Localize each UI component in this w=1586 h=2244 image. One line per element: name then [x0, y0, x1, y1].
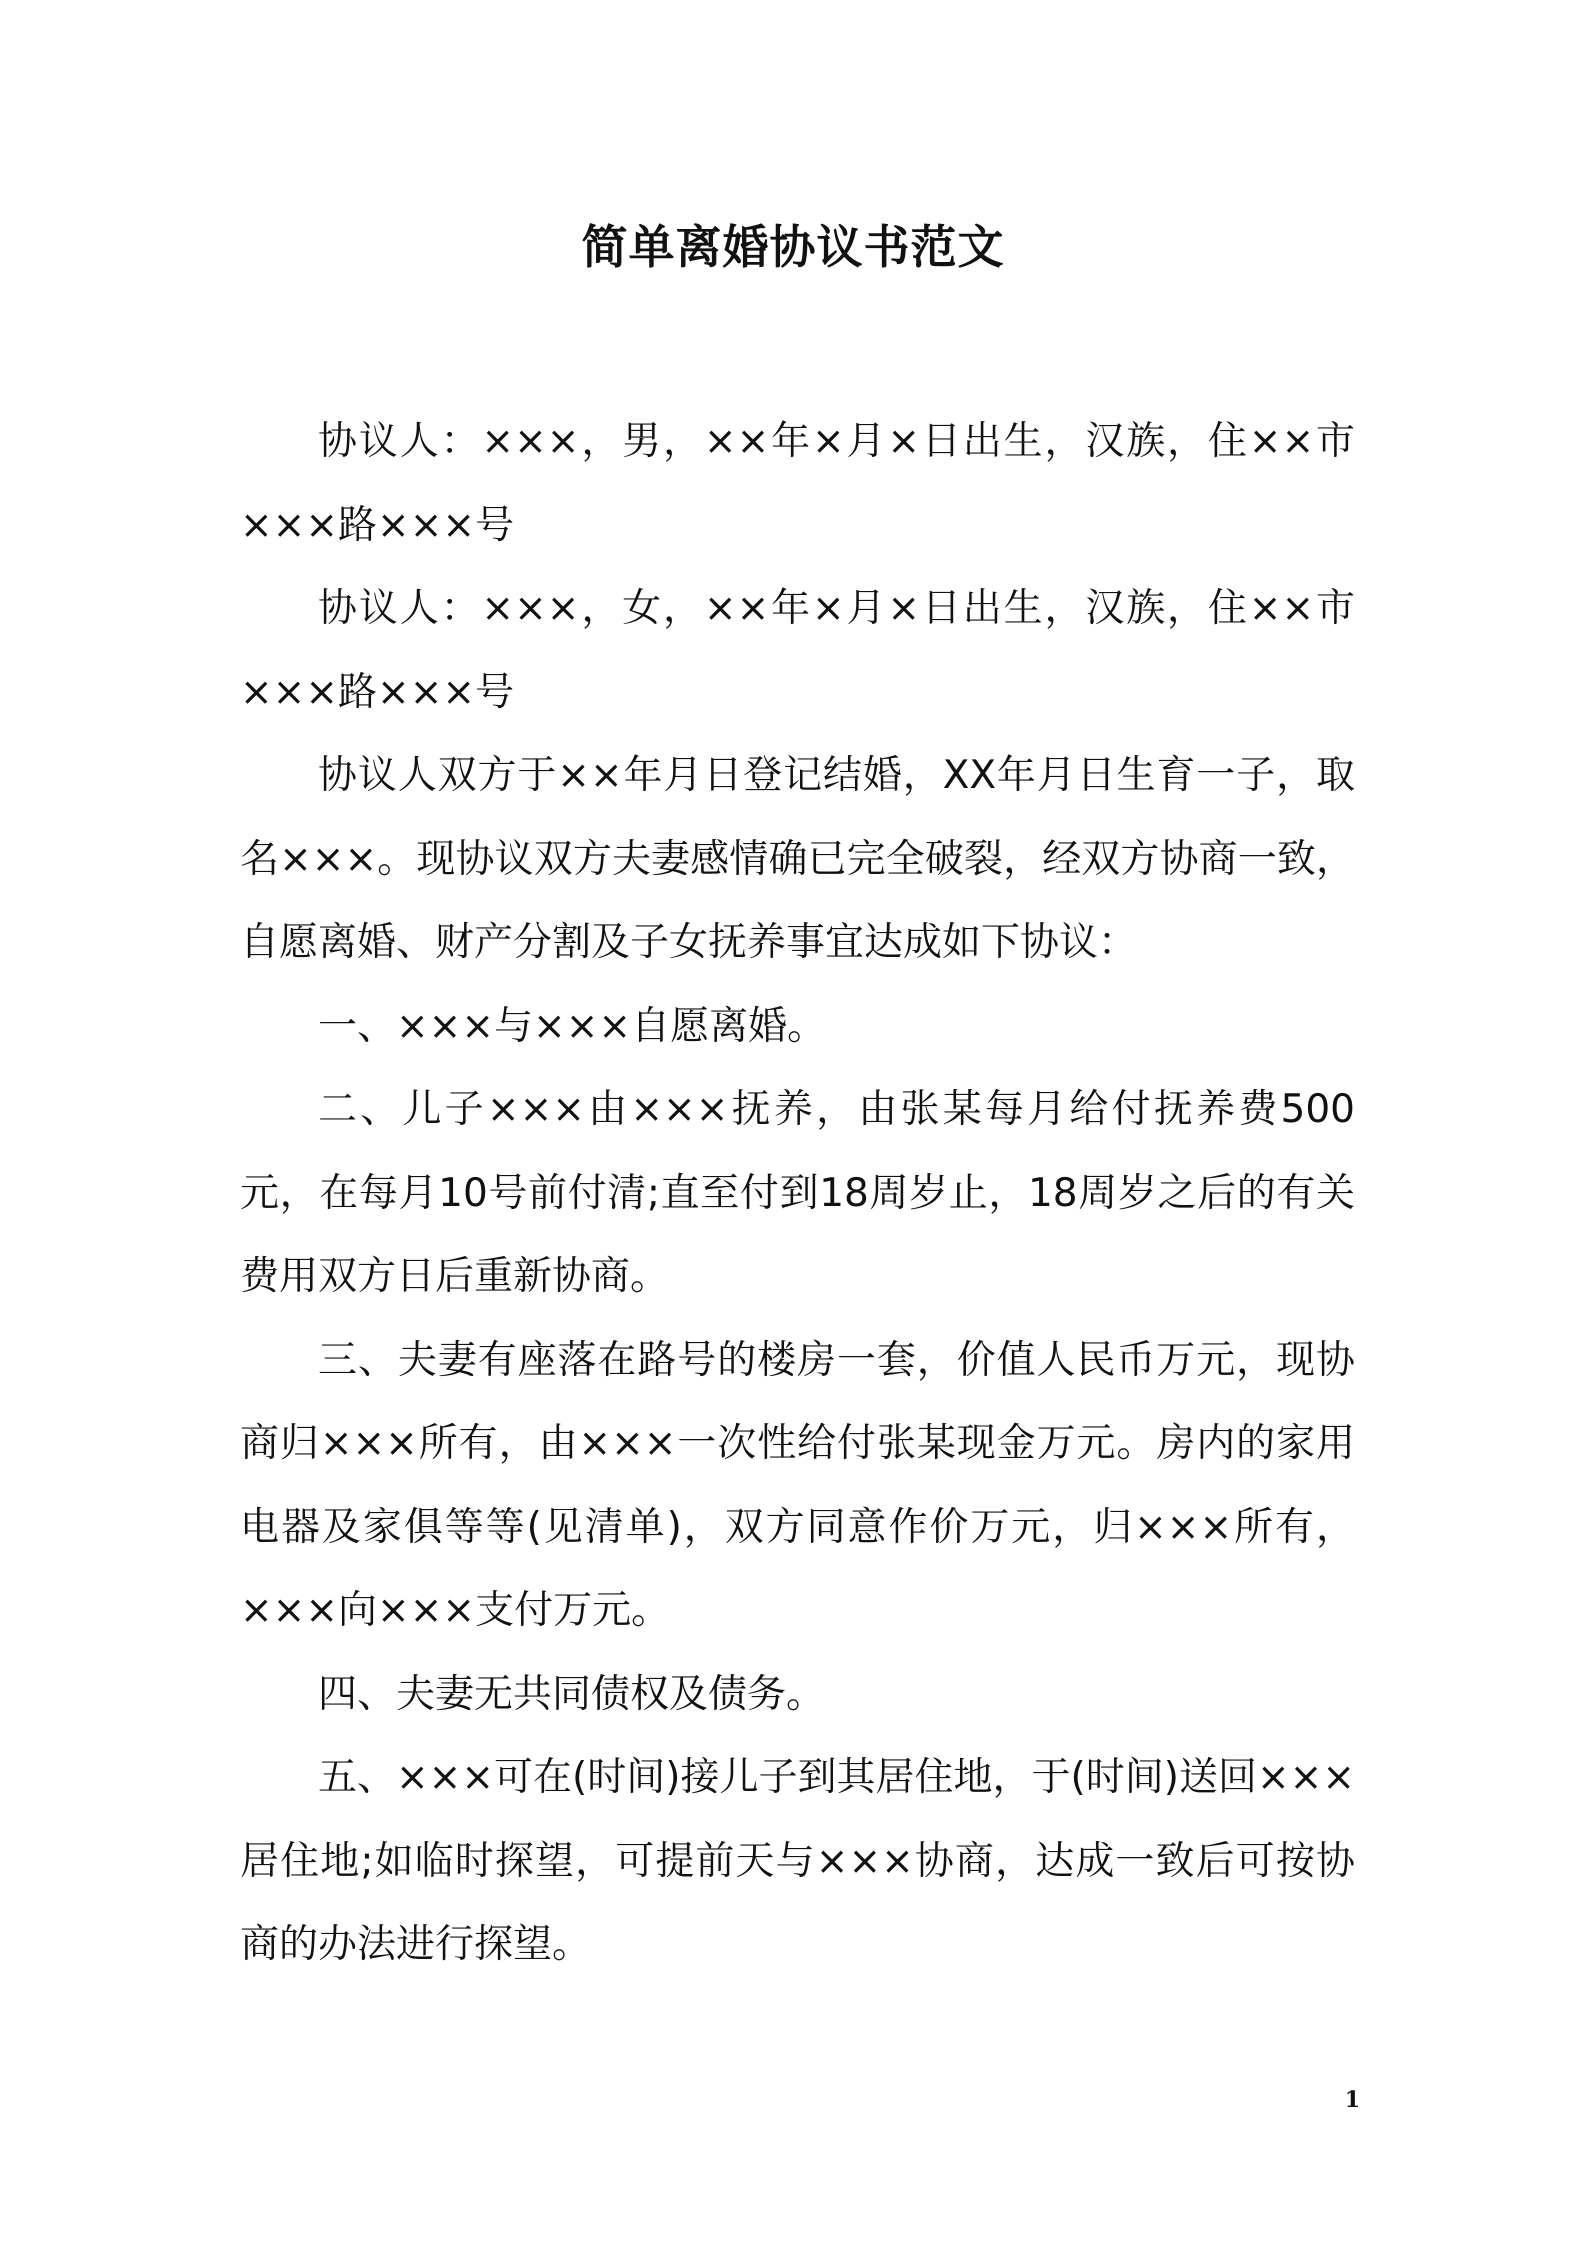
paragraph-preamble: 协议人双方于××年月日登记结婚，XX年月日生育一子，取名×××。现协议双方夫妻感情确已完全破裂，经双方协商一致，自愿离婚、财产分割及子女抚养事宜达成如下协议： — [240, 753, 1355, 965]
paragraph-party-male: 协议人：×××，男，××年×月×日出生，汉族，住××市×××路×××号 — [240, 419, 1355, 548]
paragraph-clause-5: 五、×××可在(时间)接儿子到其居住地，于(时间)送回×××居住地;如临时探望，可提前天与×××协商，达成一致后可按协商的办法进行探望。 — [240, 1755, 1355, 1967]
paragraph-clause-3: 三、夫妻有座落在路号的楼房一套，价值人民币万元，现协商归×××所有，由×××一次性给付张某现金万元。房内的家用电器及家俱等等(见清单)，双方同意作价万元，归×××所有，×××向×××支付万元。 — [240, 1337, 1355, 1633]
document-title: 简单离婚协议书范文 — [581, 220, 1005, 274]
document-body — [240, 400, 1355, 1987]
page-number: 1 — [1344, 2087, 1360, 2113]
paragraph-clause-1: 一、×××与×××自愿离婚。 — [318, 1003, 827, 1049]
paragraph-clause-2: 二、儿子×××由×××抚养，由张某每月给付抚养费500元，在每月10号前付清;直至付到18周岁止，18周岁之后的有关费用双方日后重新协商。 — [240, 1087, 1355, 1299]
paragraph-party-female: 协议人：×××，女，××年×月×日出生，汉族，住××市×××路×××号 — [240, 586, 1355, 715]
paragraph-clause-4: 四、夫妻无共同债权及债务。 — [318, 1671, 826, 1717]
